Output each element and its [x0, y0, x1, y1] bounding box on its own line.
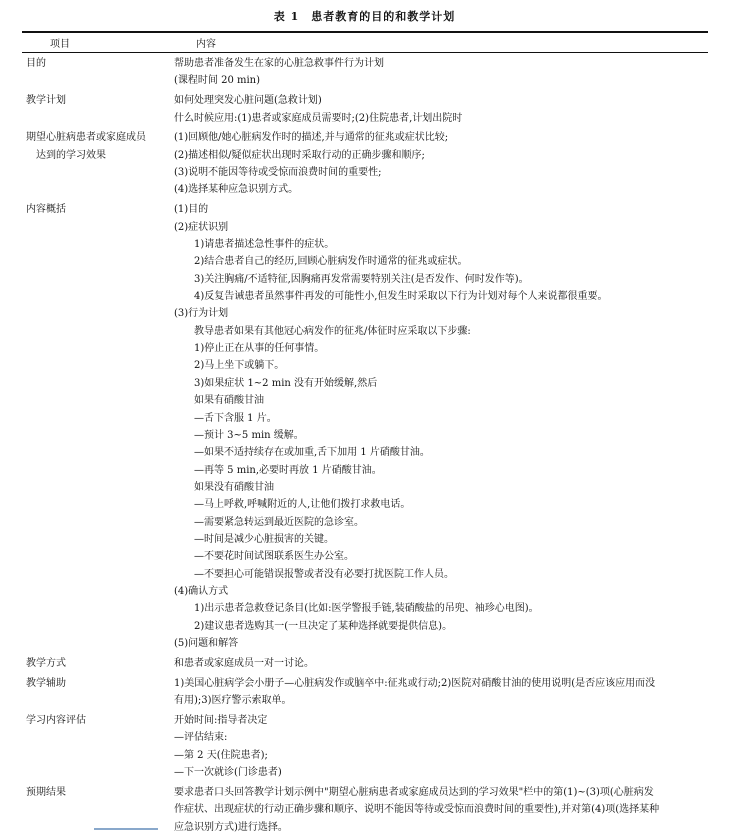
- content-line: (4)确认方式: [174, 586, 229, 597]
- content-line: —如果不适持续存在或加重,舌下加用 1 片硝酸甘油。: [194, 447, 430, 459]
- content-line: 帮助患者准备发生在家的心脏急救事件行为计划: [174, 58, 384, 69]
- table-header-rule: [22, 52, 708, 53]
- content-line: 教导患者如果有其他冠心病发作的征兆/体征时应采取以下步骤:: [194, 325, 471, 337]
- content-line: —第 2 天(住院患者);: [174, 749, 268, 761]
- content-line: 作症状、出现症状的行动正确步骤和顺序、说明不能因等待或受惊而浪费时间的重要性),并对第(4)项(选择某种: [174, 804, 660, 816]
- row-label: 学习内容评估: [26, 714, 86, 726]
- content-line: (2)症状识别: [174, 221, 229, 233]
- content-line: —评估结束:: [174, 732, 228, 744]
- content-line: —舌下含服 1 片。: [194, 412, 277, 424]
- content-line: 3)如果症状 1~2 min 没有开始缓解,然后: [194, 377, 378, 389]
- header-col-content: 内容: [196, 39, 216, 50]
- content-line: 什么时候应用:(1)患者或家庭成员需要时;(2)住院患者,计划出院时: [174, 112, 463, 124]
- table-top-rule: [22, 31, 708, 33]
- content-line: 2)马上坐下或躺下。: [194, 360, 285, 372]
- content-line: 开始时间:指导者决定: [174, 714, 268, 726]
- content-line: (3)说明不能因等待或受惊而浪费时间的重要性;: [174, 167, 382, 179]
- content-line: 有用);3)医疗警示索取单。: [174, 695, 292, 707]
- header-col-item: 项目: [50, 39, 70, 50]
- content-line: 1)出示患者急救登记条目(比如:医学警报手链,装硝酸盐的吊兜、袖珍心电图)。: [194, 603, 539, 615]
- content-line: (1)回顾他/她心脏病发作时的描述,并与通常的征兆或症状比较;: [174, 132, 449, 144]
- content-line: —再等 5 min,必要时再放 1 片硝酸甘油。: [194, 464, 382, 476]
- content-line: 如果没有硝酸甘油: [194, 481, 274, 493]
- stamp-mark: [94, 828, 158, 840]
- content-line: 要求患者口头回答教学计划示例中"期望心脏病患者或家庭成员达到的学习效果"栏中的第(1)~(3)项(心脏病发: [174, 786, 654, 798]
- content-line: 2)建议患者选购其一(一旦决定了某种选择就要提供信息)。: [194, 620, 453, 632]
- row-label: 期望心脏病患者或家庭成员: [26, 132, 146, 144]
- content-line: (课程时间 20 min): [174, 75, 261, 87]
- row-label: 教学计划: [26, 95, 66, 107]
- content-line: —马上呼救,呼喊附近的人,让他们拨打求救电话。: [194, 499, 411, 511]
- content-line: (5)问题和解答: [174, 638, 239, 650]
- content-line: 应急识别方式)进行选择。: [174, 821, 288, 833]
- content-line: 3)关注胸痛/不适特征,因胸痛再发常需要特别关注(是否发作、何时发作等)。: [194, 273, 529, 285]
- content-line: —不要花时间试图联系医生办公室。: [194, 551, 354, 563]
- content-line: —时间是减少心脏损害的关键。: [194, 533, 334, 545]
- content-line: (4)选择某种应急识别方式。: [174, 184, 299, 196]
- content-line: —预计 3~5 min 缓解。: [194, 429, 304, 441]
- content-line: 4)反复告诫患者虽然事件再发的可能性小,但发生时采取以下行为计划对每个人来说都很重要。: [194, 291, 608, 303]
- content-line: —需要紧急转运到最近医院的急诊室。: [194, 516, 364, 528]
- content-line: (1)目的: [174, 204, 209, 216]
- content-line: 1)请患者描述急性事件的症状。: [194, 239, 335, 250]
- content-line: (3)行为计划: [174, 308, 229, 320]
- content-line: 如果有硝酸甘油: [194, 395, 264, 407]
- row-label: 内容概括: [26, 204, 66, 216]
- content-line: —不要担心可能错误报警或者没有必要打扰医院工作人员。: [194, 568, 454, 580]
- content-line: 1)美国心脏病学会小册子—心脏病发作或脑卒中:征兆或行动;2)医院对硝酸甘油的使用说明(是否应该应用而没: [174, 677, 656, 689]
- row-label: 目的: [26, 58, 46, 69]
- row-label: 教学方式: [26, 657, 66, 669]
- content-line: 和患者或家庭成员一对一讨论。: [174, 657, 314, 669]
- row-label: 教学辅助: [26, 677, 66, 689]
- content-line: —下一次就诊(门诊患者): [174, 767, 282, 778]
- row-label: 预期结果: [26, 786, 66, 798]
- content-line: (2)描述相似/疑似症状出现时采取行动的正确步骤和顺序;: [174, 149, 425, 161]
- table-title: 表 1 患者教育的目的和教学计划: [273, 10, 456, 23]
- content-line: 1)停止正在从事的任何事情。: [194, 343, 325, 355]
- row-label: 达到的学习效果: [26, 149, 106, 161]
- content-line: 如何处理突发心脏问题(急救计划): [174, 95, 322, 107]
- content-line: 2)结合患者自己的经历,回顾心脏病发作时通常的征兆或症状。: [194, 256, 468, 268]
